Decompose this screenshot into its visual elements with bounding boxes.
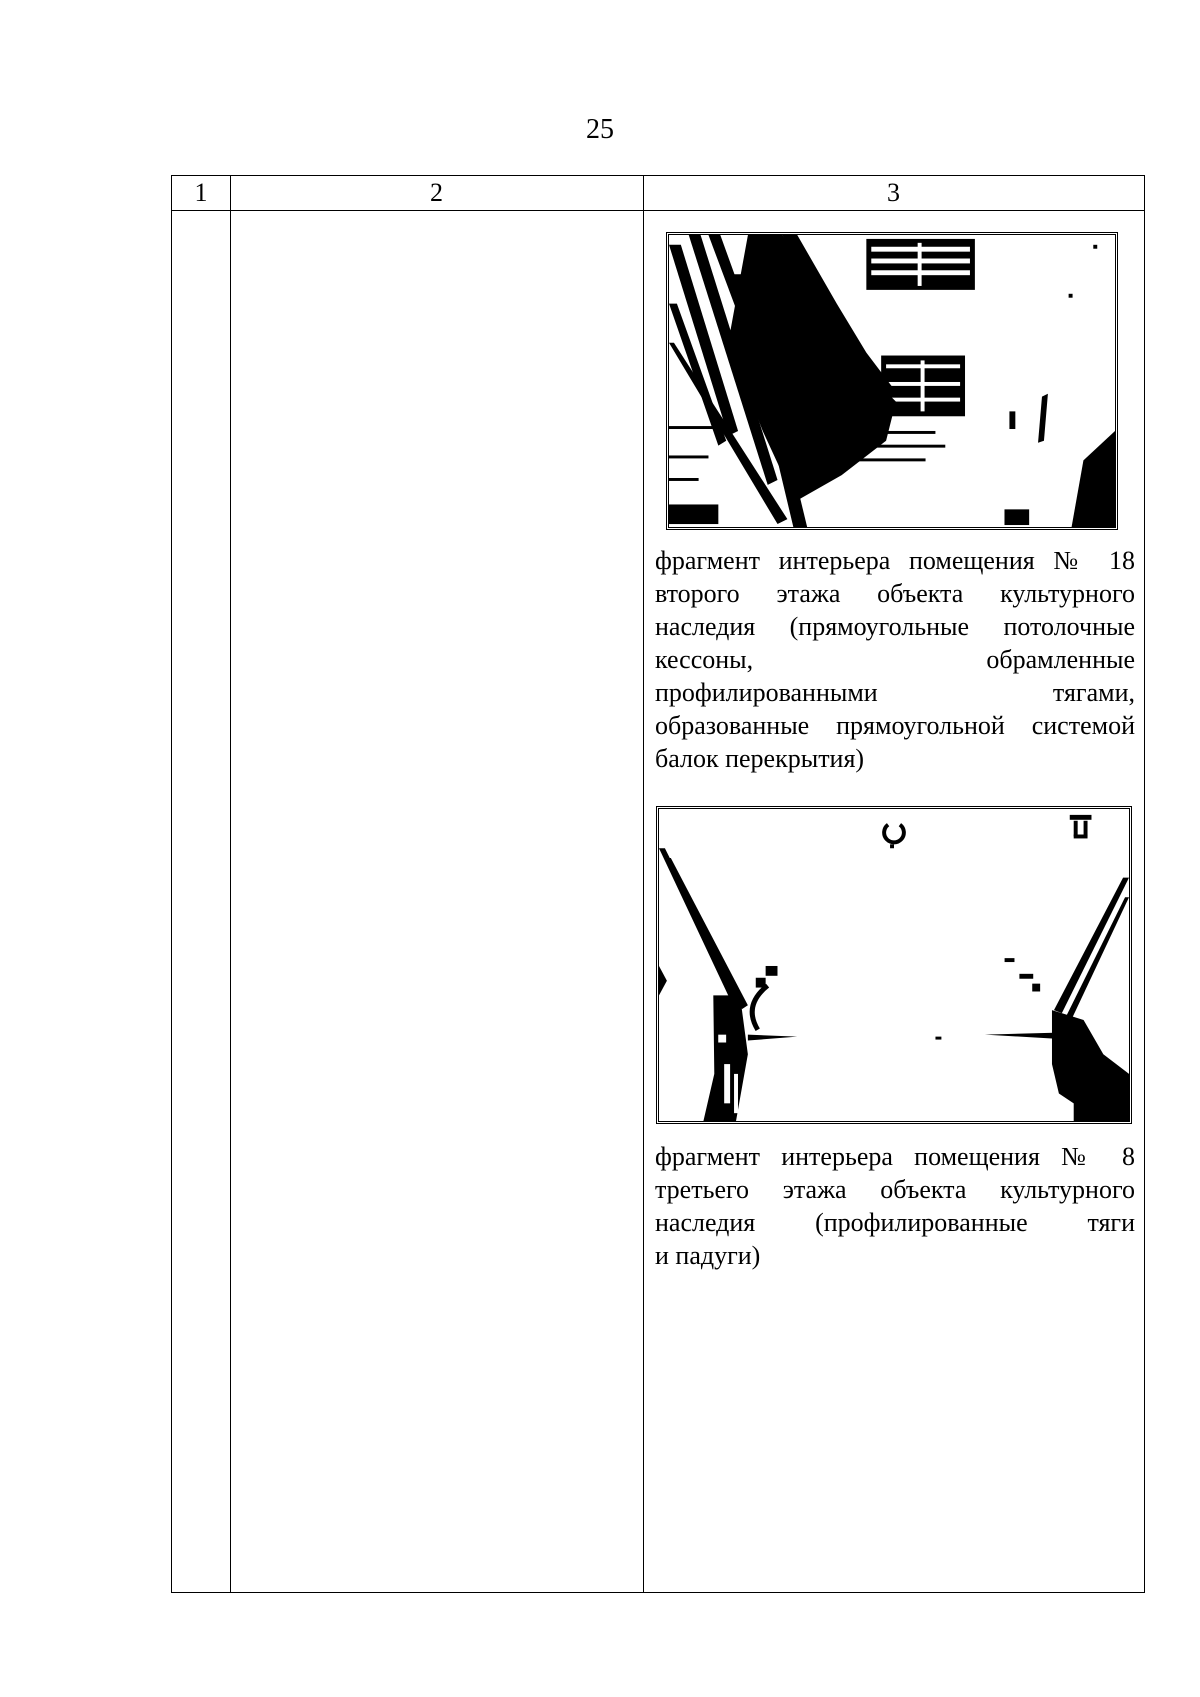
table xyxy=(171,175,1145,1593)
interior-photo-room-8 xyxy=(656,806,1132,1124)
caption-line: балок перекрытия) xyxy=(655,744,865,773)
column-header-1: 1 xyxy=(194,178,208,207)
photo-caption-room-18 xyxy=(655,544,1135,775)
caption-line: фрагмент интерьера помещения № 18 xyxy=(655,546,1135,575)
caption-line: кессоны, обрамленные xyxy=(655,645,1135,674)
column-divider xyxy=(643,176,644,1592)
caption-line: второго этажа объекта культурного xyxy=(655,579,1135,608)
page-number: 25 xyxy=(586,114,614,145)
caption-line: образованные прямоугольной системой xyxy=(655,711,1135,740)
caption-line: фрагмент интерьера помещения № 8 xyxy=(655,1142,1135,1171)
column-header-3: 3 xyxy=(887,178,900,207)
interior-photo-room-18 xyxy=(666,232,1118,530)
column-divider xyxy=(230,176,231,1592)
caption-line: третьего этажа объекта культурного xyxy=(655,1175,1135,1204)
photo-caption-room-8 xyxy=(655,1140,1135,1272)
caption-line: наследия (профилированные тяги xyxy=(655,1208,1135,1237)
caption-line: профилированными тягами, xyxy=(655,678,1135,707)
header-divider xyxy=(172,210,1144,211)
caption-line: наследия (прямоугольные потолочные xyxy=(655,612,1135,641)
column-header-2: 2 xyxy=(430,178,443,207)
caption-line: и падуги) xyxy=(655,1241,761,1270)
